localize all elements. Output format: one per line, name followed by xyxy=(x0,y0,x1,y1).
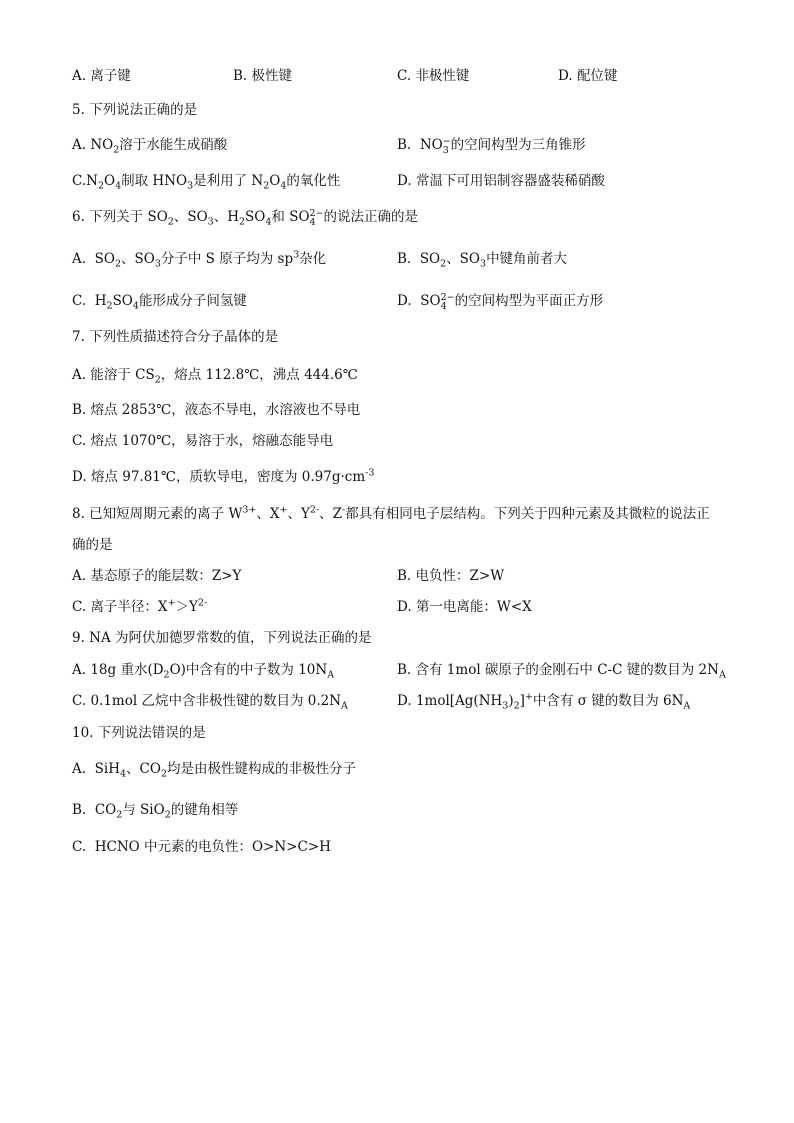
q4-option-a: A. 离子键 xyxy=(72,68,131,84)
q6-stem: 6. 下列关于 $SO_2$、$SO_3$、$H_2SO_4$和 SO 2− 4 的说法正确的是 xyxy=(72,207,419,228)
q5-option-d: D. 常温下可用铝制容器盛装稀硝酸 xyxy=(397,173,605,189)
q8-option-a: A. 基态原子的能层数：Z>Y xyxy=(72,568,242,584)
q6-option-c: C. $H_2SO_4$能形成分子间氢键 xyxy=(72,293,247,312)
q5-option-c: $C.N_2O_4$制取 $HNO_3$是利用了 $N_2O_4$的氧化性 xyxy=(72,173,341,192)
q9-option-b: B. 含有 1mol 碳原子的金刚石中 C-C 键的数目为 $2N_A$ xyxy=(397,662,726,681)
q10-option-b: B. $CO_2$与 SiO$_2$的键角相等 xyxy=(72,802,239,821)
q8-stem-continued: 确的是 xyxy=(72,537,113,553)
q9-option-c: C. 0.1mol 乙烷中含非极性键的数目为 $0.2N_A$ xyxy=(72,693,348,712)
q8-option-b: B. 电负性：Z>W xyxy=(397,568,505,584)
q4-option-b: B. 极性键 xyxy=(233,68,293,84)
q7-option-a: A. 能溶于 $CS_2$，熔点 112.8℃，沸点 444.6℃ xyxy=(72,367,358,386)
q9-option-d: D. $1mol[Ag(NH_3)_2]^+$中含有 σ 键的数目为 $6N_A$ xyxy=(397,691,691,712)
q9-stem: 9. NA 为阿伏加德罗常数的值，下列说法正确的是 xyxy=(72,630,372,646)
q9-option-a: A. 18g 重水$(D_2O)$中含有的中子数为 $10N_A$ xyxy=(72,662,335,681)
q5-option-b: B. NO − 3 的空间构型为三角锥形 xyxy=(397,135,586,156)
q5-option-a: A. $NO_2$溶于水能生成硝酸 xyxy=(72,137,228,156)
q8-option-d: D. 第一电离能：W<X xyxy=(397,599,532,615)
q4-option-d: D. 配位键 xyxy=(558,68,618,84)
q5-stem: 5. 下列说法正确的是 xyxy=(72,102,198,118)
q4-option-c: C. 非极性键 xyxy=(397,68,470,84)
q8-stem: 8. 已知短周期元素的离子 $W^{3+}$、X+、$Y^{2-}$、Z-都具有相同电子层结构。下列关于四种元素及其微粒的说法正 xyxy=(72,504,710,522)
q7-option-b: B. 熔点 2853℃，液态不导电，水溶液也不导电 xyxy=(72,402,361,418)
q6-option-b: B. $SO_2$、$SO_3$中键角前者大 xyxy=(397,251,568,270)
q7-option-c: C. 熔点 1070℃，易溶于水，熔融态能导电 xyxy=(72,433,334,449)
q10-option-a: A. SiH$_4$、$CO_2$均是由极性键构成的非极性分子 xyxy=(72,761,356,780)
q7-stem: 7. 下列性质描述符合分子晶体的是 xyxy=(72,329,279,345)
q7-option-d: D. 熔点 97.81℃，质软导电，密度为 $0.97g\cdot cm^{-3}$ xyxy=(72,467,375,485)
q6-option-a: A. $SO_2$、$SO_3$分子中 S 原子均为 $sp^3$杂化 xyxy=(72,249,327,270)
q6-option-d: D. SO 2− 4 的空间构型为平面正方形 xyxy=(397,291,604,312)
q10-stem: 10. 下列说法错误的是 xyxy=(72,725,206,741)
q8-option-c: C. 离子半径：$X^+>Y^{2-}$ xyxy=(72,597,208,615)
q10-option-c: C. HCNO 中元素的电负性：O>N>C>H xyxy=(72,839,331,855)
